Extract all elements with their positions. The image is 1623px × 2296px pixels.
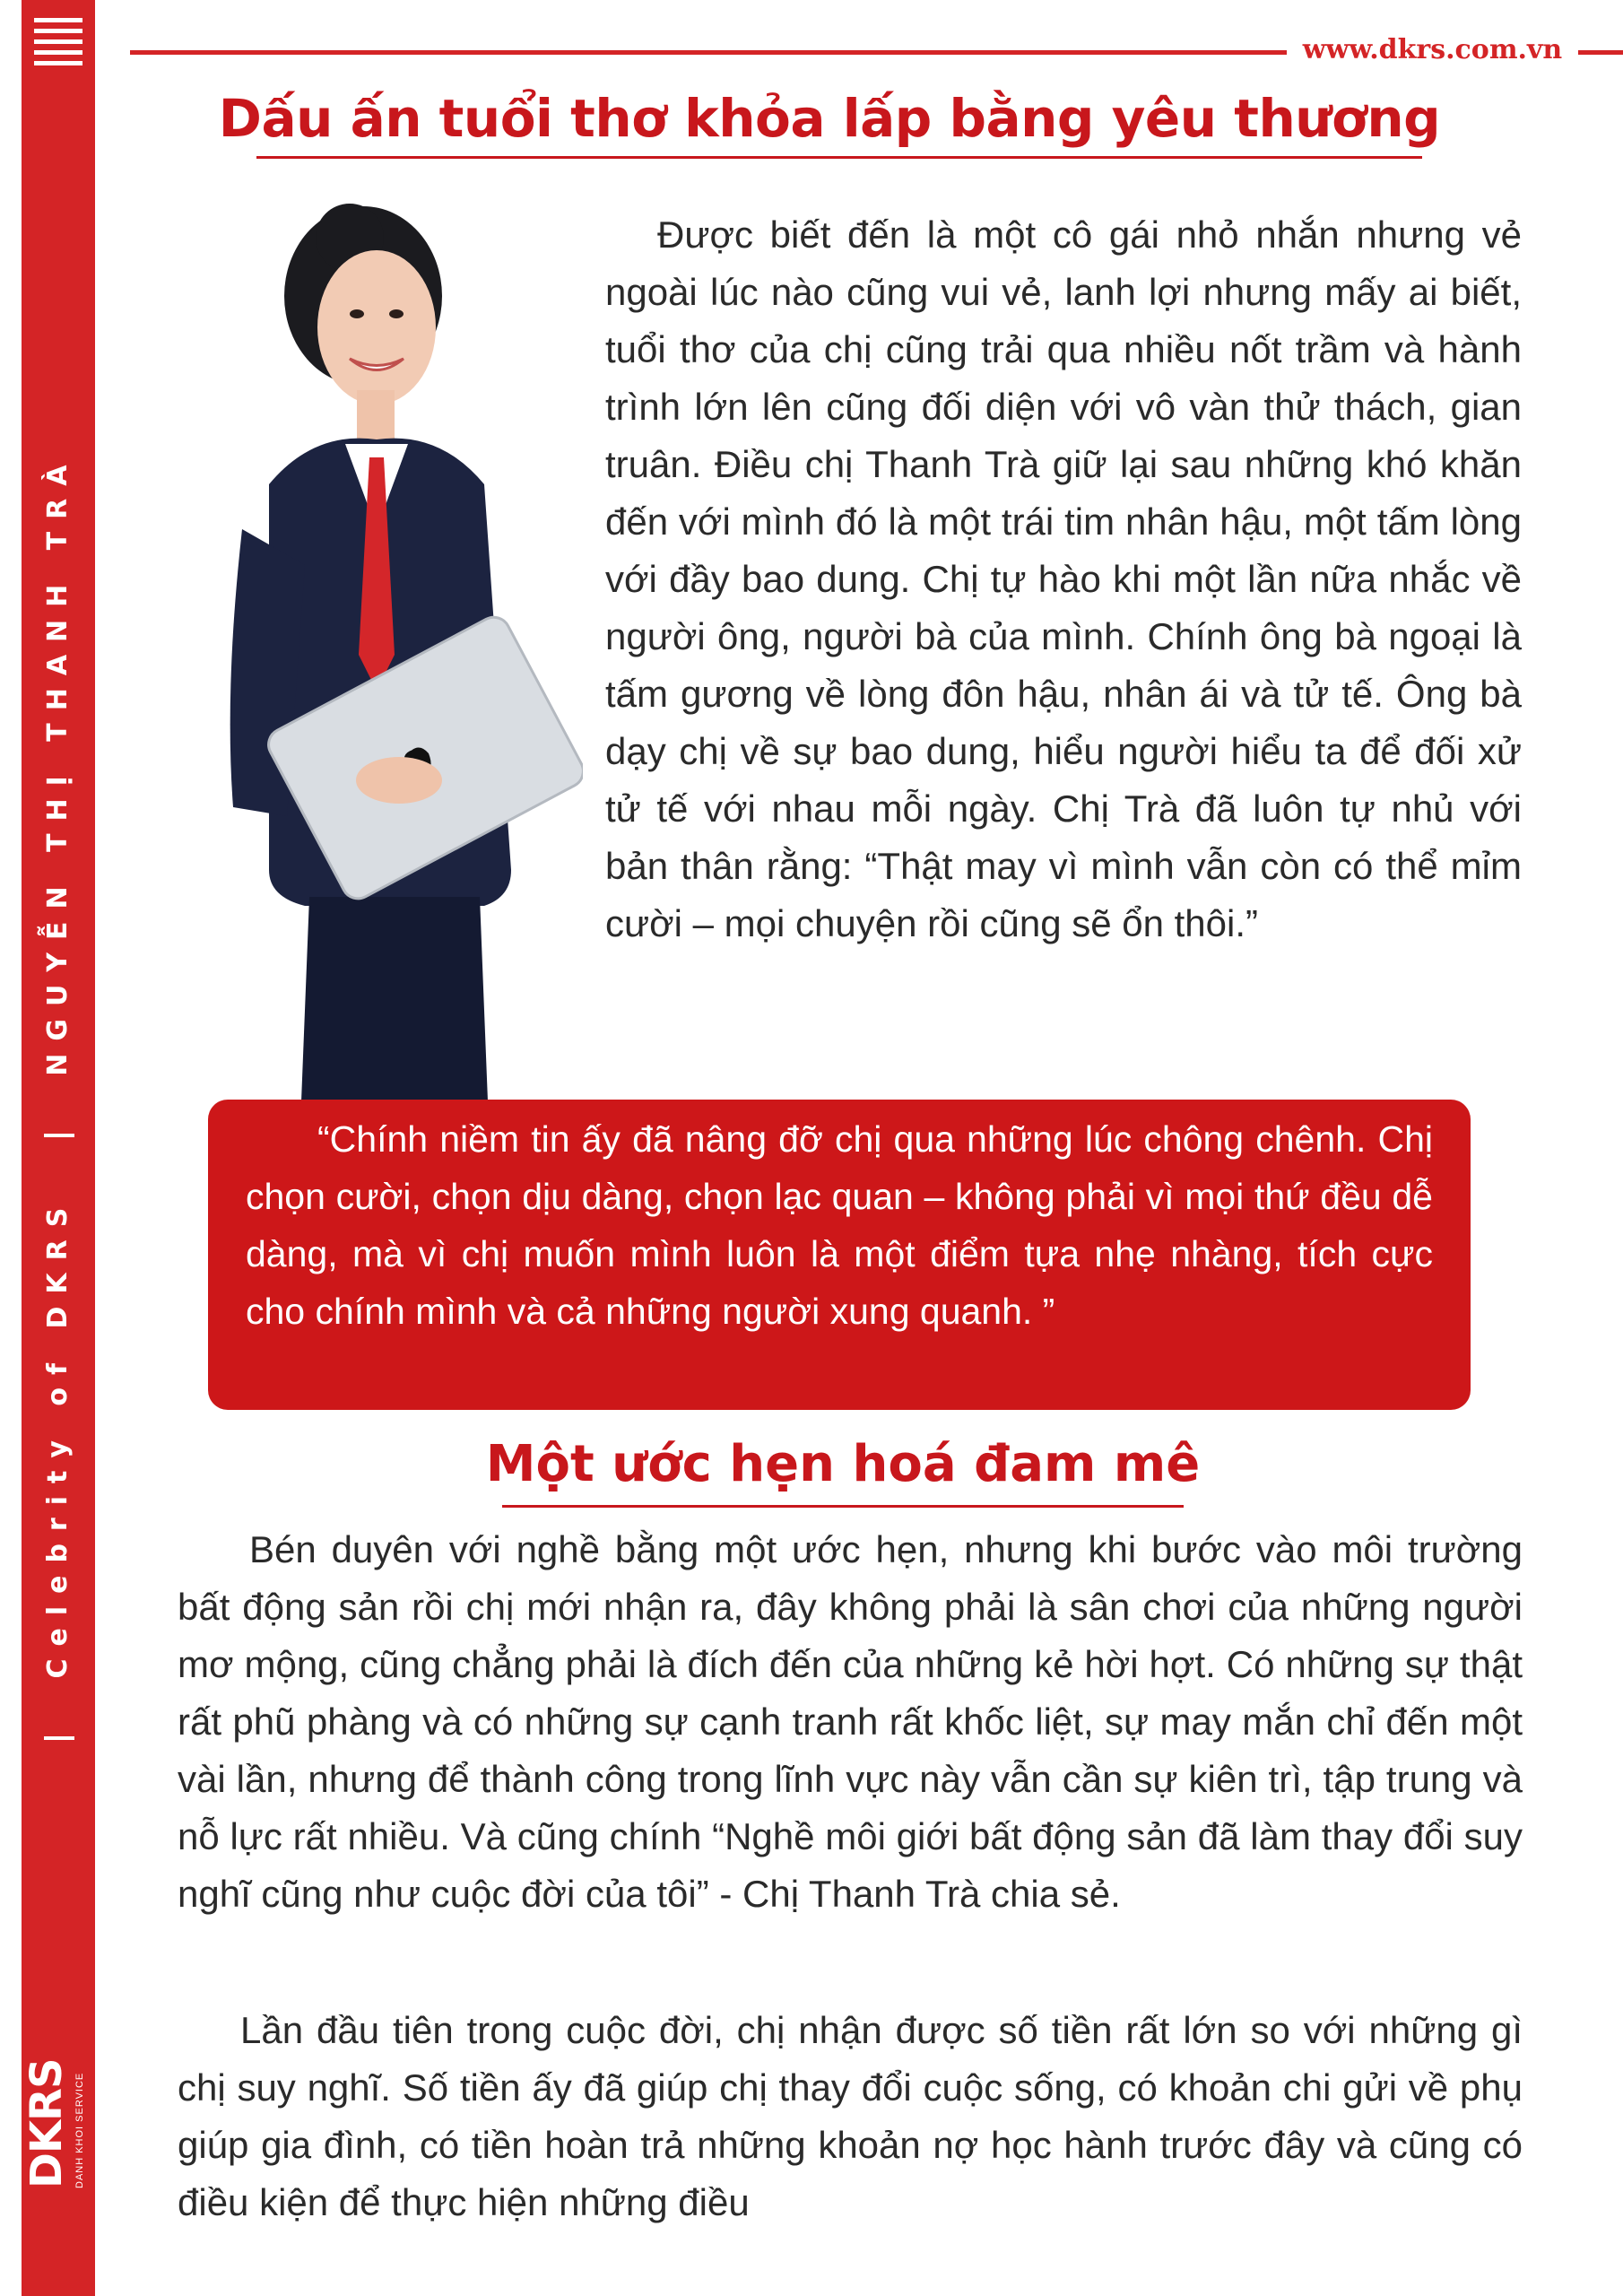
logo-sub: DANH KHOI SERVICE: [74, 2072, 85, 2188]
dkrs-logo: [23, 2036, 93, 2188]
section-title-passion: Một ước hẹn hoá đam mê: [485, 1435, 1201, 1493]
logo-main: DKRS: [22, 2058, 72, 2188]
title-underline: [502, 1505, 1184, 1508]
series-label: Celebrity of DKRS: [42, 1195, 74, 1679]
header-rule-right: [1578, 50, 1623, 55]
paragraph-career: Bén duyên với nghề bằng một ước hẹn, nhưng khi bước vào môi trường bất động sản rồi chị mới nhận ra, đây không phải là sân chơi của những người mơ mộng, cũng chẳng phải là đích đến của những kẻ hời hợt. Có những sự thật rất phũ phàng và có những sự cạnh tranh rất khốc liệt, sự may mắn chỉ đến một vài lần, nhưng để thành công trong lĩnh vực này vẫn cần sự kiên trì, tập trung và nỗ lực rất nhiều. Và cũng chính “Nghề môi giới bất động sản đã làm thay đổi suy nghĩ cũng như cuộc đời của tôi” - Chị Thanh Trà chia sẻ.: [178, 1528, 1523, 1915]
person-name: NGUYỄN THỊ THANH TRÀ: [42, 452, 74, 1076]
section-title-childhood: Dấu ấn tuổi thơ khỏa lấp bằng yêu thương: [218, 88, 1441, 149]
paragraph-first-income: Lần đầu tiên trong cuộc đời, chị nhận được số tiền rất lớn so với những gì chị suy nghĩ. Số tiền ấy đã giúp chị thay đổi cuộc sống, có khoản chi gửi về phụ giúp gia đình, có tiền hoàn trả những khoản nợ học hành trước đây và cũng có điều kiện để thực hiện những điều: [178, 2009, 1523, 2223]
stripes-decoration: [34, 18, 82, 72]
divider-mark: [44, 1736, 74, 1740]
website-link[interactable]: www.dkrs.com.vn: [1302, 34, 1563, 65]
vertical-caption: [34, 251, 82, 1776]
divider-mark: [44, 1134, 74, 1137]
title-underline: [256, 156, 1422, 159]
header-rule-left: [130, 50, 1287, 55]
quote-text: “Chính niềm tin ấy đã nâng đỡ chị qua những lúc chông chênh. Chị chọn cười, chọn dịu dàng, chọn lạc quan – không phải vì mọi thứ đều dễ dàng, mà vì chị muốn mình luôn là một điểm tựa nhẹ nhàng, tích cực cho chính mình và cả những người xung quanh. ”: [246, 1118, 1433, 1332]
portrait-photo: [135, 188, 583, 1238]
sidebar-band: [22, 0, 95, 2296]
paragraph-childhood: Được biết đến là một cô gái nhỏ nhắn nhưng vẻ ngoài lúc nào cũng vui vẻ, lanh lợi nhưng mấy ai biết, tuổi thơ của chị cũng trải qua nhiều nốt trầm và hành trình lớn lên cũng đối diện với vô vàn thử thách, gian truân. Điều chị Thanh Trà giữ lại sau những khó khăn đến với mình đó là một trái tim nhân hậu, một tấm lòng với đầy bao dung. Chị tự hào khi một lần nữa nhắc về người ông, người bà của mình. Chính ông bà ngoại là tấm gương về lòng đôn hậu, nhân ái và tử tế. Ông bà dạy chị về sự bao dung, hiểu người hiểu ta để đối xử tử tế với nhau mỗi ngày. Chị Trà đã luôn tự nhủ với bản thân rằng: “Thật may vì mình vẫn còn có thể mỉm cười – mọi chuyện rồi cũng sẽ ổn thôi.”: [605, 213, 1522, 944]
quote-box: [208, 1100, 1471, 1410]
